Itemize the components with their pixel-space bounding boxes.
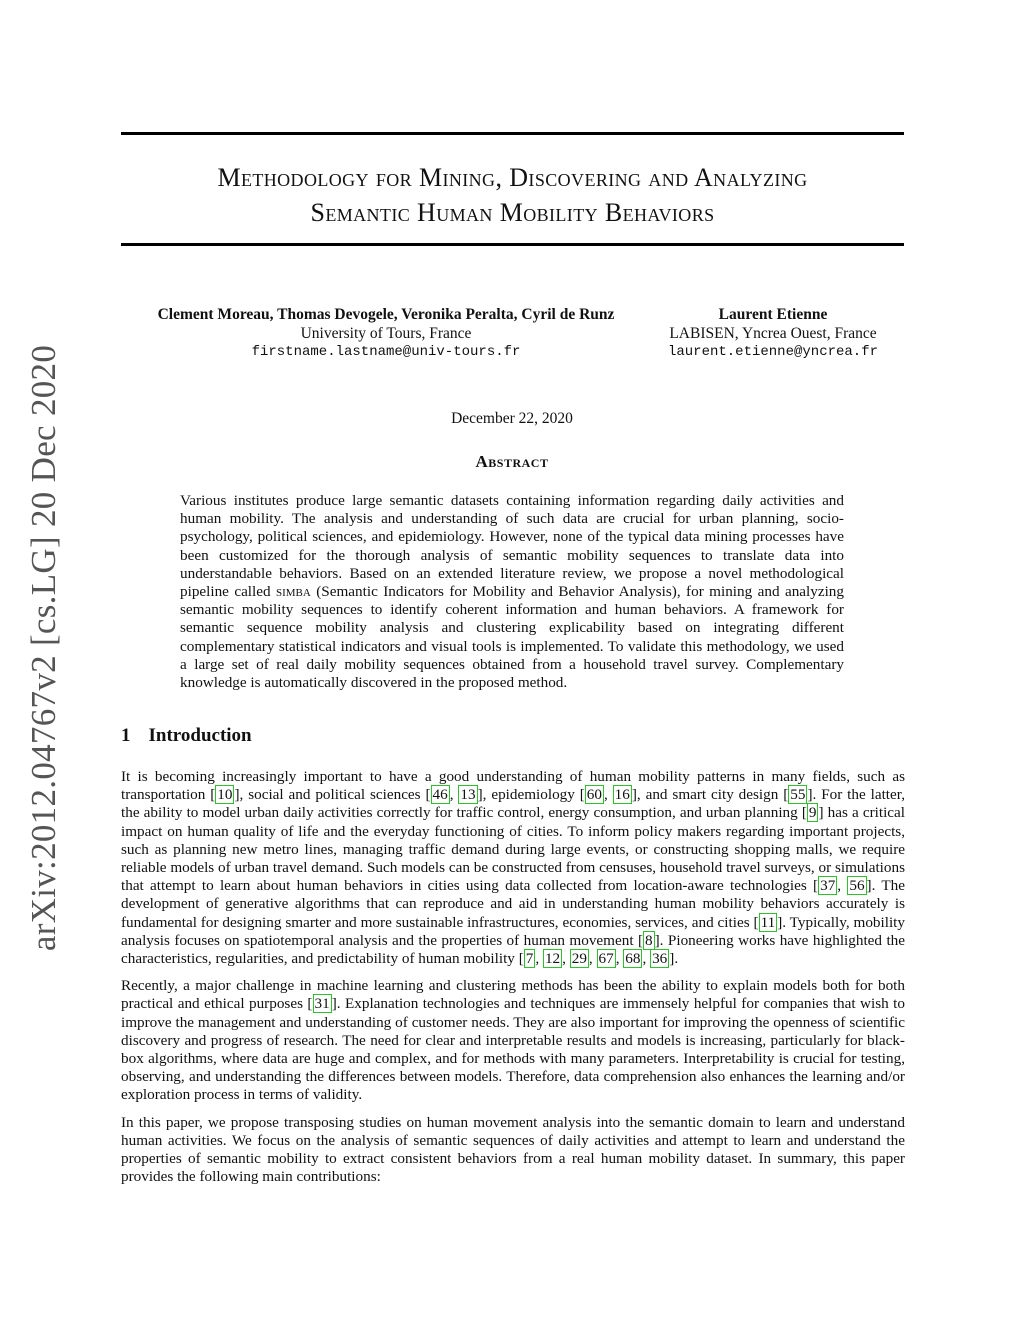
abstract-heading: Abstract [475, 452, 549, 471]
author-names: Clement Moreau, Thomas Devogele, Veronika Peralta, Cyril de Runz [157, 306, 615, 323]
citation-link[interactable]: 55 [790, 786, 806, 804]
introduction-body [121, 768, 905, 1195]
title-bottom-rule [121, 243, 904, 246]
citation-link[interactable]: 36 [652, 950, 668, 968]
author-affiliation: LABISEN, Yncrea Ouest, France [669, 325, 877, 342]
citation-link[interactable]: 60 [586, 786, 602, 804]
author-block-tours [121, 305, 651, 362]
citation-link[interactable]: 16 [614, 786, 630, 804]
author-affiliation: University of Tours, France [300, 325, 472, 342]
citation-link[interactable]: 10 [217, 786, 233, 804]
citation-link[interactable]: 37 [820, 877, 836, 895]
citation-link[interactable]: 13 [460, 786, 476, 804]
citation-link[interactable]: 68 [625, 950, 641, 968]
title-line-2: Semantic Human Mobility Behaviors [310, 198, 715, 227]
citation-link[interactable]: 67 [598, 950, 614, 968]
publication-date: December 22, 2020 [451, 410, 573, 427]
title-top-rule [121, 132, 904, 135]
citation-link[interactable]: 11 [760, 913, 776, 931]
citation-link[interactable]: 56 [849, 877, 865, 895]
intro-paragraph-1: It is becoming increasingly important to have a good understanding of human mobility patterns in many fields, such as transportation [ 10 ], social and political sciences [ 46 , 13 ], epidemiology [ 60 , 16 ], and smart city design [ 55 ]. For the latter, the ability to model urban daily activities correctly for traffic control, energy consumption, and urban planning [ 9 ] has a critical impact on human quality of life and the everyday functioning of cities. To inform policy makers regarding important projects, such as planning new metro lines, managing traffic demand during large events, or constructing shopping malls, we require reliable models of urban travel demand. Such models can be constructed from censuses, household travel surveys, or simulations that attempt to learn about human behaviors in cities using data collected from location-aware technologies [ 37 , 56 ]. The development of generative algorithms that can reproduce and aid in understanding human mobility behaviors accurately is fundamental for designing smarter and more sustainable infrastructures, economies, services, and cities [ 11 ]. Typically, mobility analysis focuses on spatiotemporal analysis and the properties of human movement [ 8 ]. Pioneering works have highlighted the characteristics, regularities, and predictability of human mobility [ 7 , 12 , 29 , 67 , 68 , 36 ]. [121, 768, 906, 968]
citation-link[interactable]: 8 [645, 931, 653, 949]
abstract-text: Various institutes produce large semantic datasets containing information regarding daily activities and human mobility. The analysis and understanding of such data are crucial for urban planning, socio-psychology, political sciences, and epidemiology. However, none of the typical data mining processes have been customized for the thorough analysis of semantic mobility sequences to translate data into understandable behaviors. Based on an extended literature review, we propose a novel methodological pipeline called simba (Semantic Indicators for Mobility and Behavior Analysis), for mining and analyzing semantic mobility sequences to identify coherent information and human behaviors. A framework for semantic sequence mobility analysis and clustering explicability based on integrating different complementary statistical indicators and visual tools is implemented. To validate this methodology, we used a large set of real daily mobility sequences obtained from a household travel survey. Complementary knowledge is automatically discovered in the proposed method. [180, 492, 844, 692]
title-line-1: Methodology for Mining, Discovering and Analyzing [217, 163, 808, 192]
author-block-labisen [653, 305, 893, 362]
citation-link[interactable]: 29 [571, 950, 587, 968]
intro-paragraph-3: In this paper, we propose transposing studies on human movement analysis into the semantic domain to learn and understand human activities. We focus on the analysis of semantic sequences of daily activities and attempt to learn and understand the properties of semantic mobility to extract consistent behaviors from a real human mobility dataset. In summary, this paper provides the following main contributions: [121, 1113, 905, 1186]
simba-acronym: simba [276, 583, 311, 601]
intro-paragraph-2: Recently, a major challenge in machine learning and clustering methods has been the ability to explain models both for both practical and ethical purposes [ 31 ]. Explanation technologies and techniques are immensely helpful for companies that wish to improve the management and understanding of customer needs. They are also important for improving the openness of scientific discovery and progress of research. The need for clear and interpretable results and models is increasing, particularly for black-box algorithms, where data are huge and complex, and for methods with many parameters. Interpretability is crucial for testing, observing, and understanding the differences between models. Therefore, data comprehension also enhances the learning and/or exploration process in terms of validity. [121, 977, 905, 1104]
author-email[interactable]: firstname.lastname@univ-tours.fr [251, 344, 521, 360]
author-email[interactable]: laurent.etienne@yncrea.fr [667, 344, 879, 360]
section-heading-introduction: 1 Introduction [121, 725, 252, 746]
citation-link[interactable]: 31 [314, 995, 330, 1013]
citation-link[interactable]: 7 [525, 950, 534, 968]
citation-link[interactable]: 9 [808, 804, 817, 822]
citation-link[interactable]: 12 [544, 950, 561, 968]
citation-link[interactable]: 46 [432, 786, 448, 804]
author-names: Laurent Etienne [718, 306, 828, 323]
arxiv-identifier: arXiv:2012.04767v2 [cs.LG] 20 Dec 2020 [24, 344, 63, 952]
paper-title [121, 160, 904, 230]
